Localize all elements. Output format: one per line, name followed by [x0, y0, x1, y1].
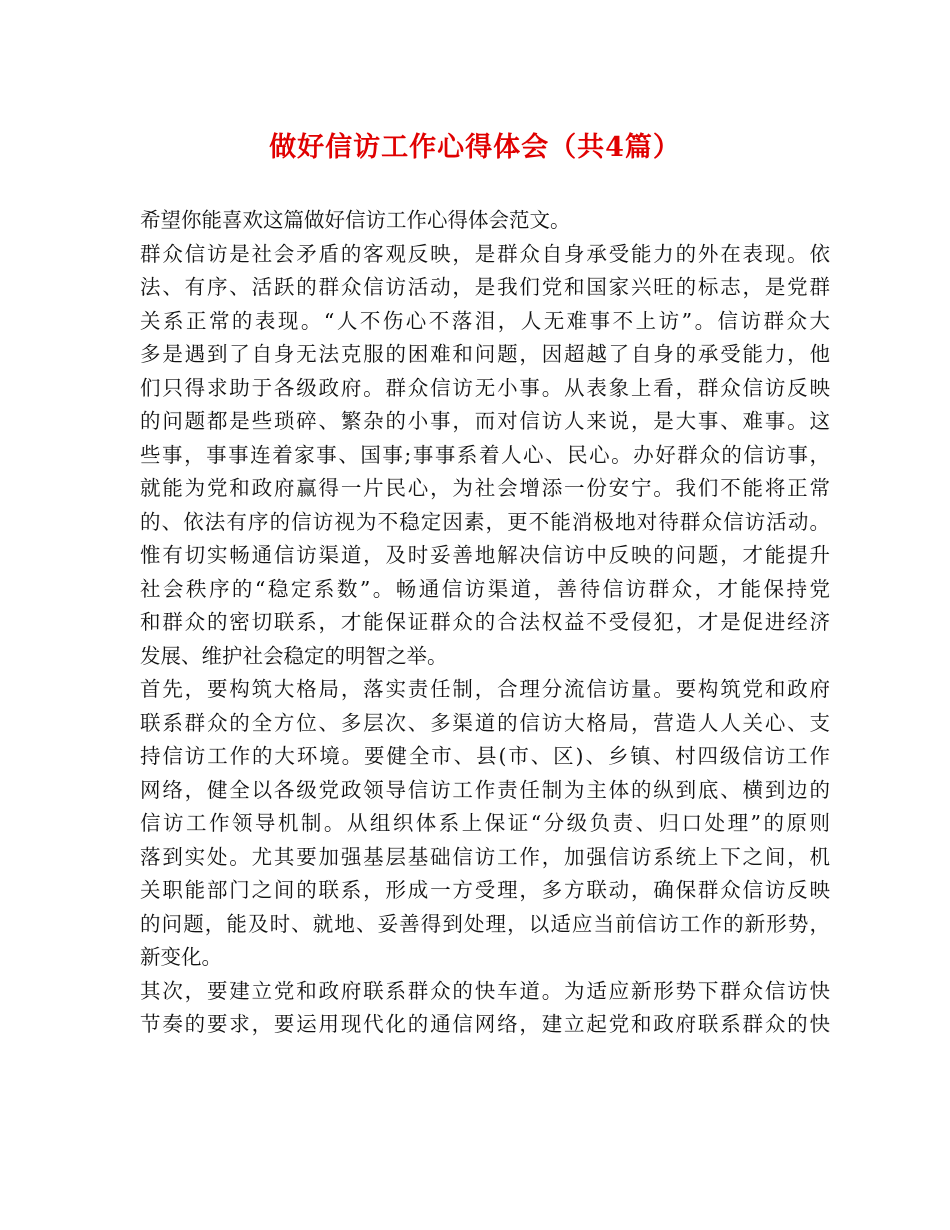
document-title: 做好信访工作心得体会（共4篇） — [269, 132, 681, 163]
body-line: 就能为党和政府赢得一片民心，为社会增添一份安宁。我们不能将正常 — [140, 476, 830, 500]
body-line: 多是遇到了自身无法克服的困难和问题，因超越了自身的承受能力，他 — [140, 342, 830, 366]
body-line: 的问题，能及时、就地、妥善得到处理，以适应当前信访工作的新形势， — [140, 911, 830, 936]
body-line: 新变化。 — [140, 945, 222, 969]
body-line: 的、依法有序的信访视为不稳定因素，更不能消极地对待群众信访活动。 — [140, 509, 830, 534]
body-line: 信访工作领导机制。从组织体系上保证“分级负责、归口处理”的原则 — [140, 811, 830, 835]
body-line: 落到实处。尤其要加强基层基础信访工作，加强信访系统上下之间，机 — [140, 844, 830, 869]
body-line: 群众信访是社会矛盾的客观反映，是群众自身承受能力的外在表现。依 — [140, 241, 830, 266]
body-line: 社会秩序的“稳定系数”。畅通信访渠道，善待信访群众，才能保持党 — [140, 576, 830, 601]
body-line: 们只得求助于各级政府。群众信访无小事。从表象上看，群众信访反映 — [140, 375, 830, 400]
body-line: 惟有切实畅通信访渠道，及时妥善地解决信访中反映的问题，才能提升 — [140, 543, 830, 567]
document-body — [140, 204, 830, 1042]
body-line: 持信访工作的大环境。要健全市、县(市、区)、乡镇、村四级信访工作 — [140, 744, 830, 768]
body-line: 首先，要构筑大格局，落实责任制，合理分流信访量。要构筑党和政府 — [140, 677, 830, 701]
body-line: 网络，健全以各级党政领导信访工作责任制为主体的纵到底、横到边的 — [140, 777, 830, 802]
body-line: 其次，要建立党和政府联系群众的快车道。为适应新形势下群众信访快 — [140, 978, 830, 1003]
body-line: 法、有序、活跃的群众信访活动，是我们党和国家兴旺的标志，是党群 — [140, 275, 830, 299]
body-line: 些事，事事连着家事、国事;事事系着人心、民心。办好群众的信访事， — [140, 442, 830, 467]
body-line: 节奏的要求，要运用现代化的通信网络，建立起党和政府联系群众的快 — [140, 1012, 830, 1036]
body-line: 关系正常的表现。“人不伤心不落泪，人无难事不上访”。信访群众大 — [140, 308, 830, 333]
body-line: 联系群众的全方位、多层次、多渠道的信访大格局，营造人人关心、支 — [140, 710, 830, 735]
body-line: 发展、维护社会稳定的明智之举。 — [140, 643, 448, 668]
body-line: 的问题都是些琐碎、繁杂的小事，而对信访人来说，是大事、难事。这 — [140, 409, 830, 433]
body-line: 关职能部门之间的联系，形成一方受理，多方联动，确保群众信访反映 — [140, 878, 830, 902]
body-line: 和群众的密切联系，才能保证群众的合法权益不受侵犯，才是促进经济 — [140, 610, 830, 634]
body-line: 希望你能喜欢这篇做好信访工作心得体会范文。 — [140, 208, 571, 232]
